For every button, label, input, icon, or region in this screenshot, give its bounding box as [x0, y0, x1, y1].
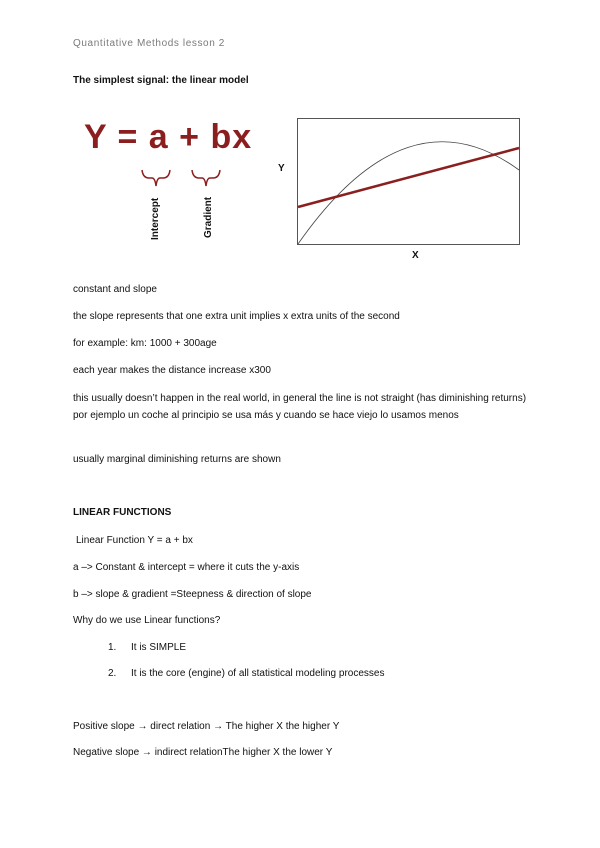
x-axis-label: X: [412, 250, 419, 261]
positive-slope-line: Positive slope → direct relation → The higher X the higher Y: [73, 721, 340, 732]
linear-functions-heading: LINEAR FUNCTIONS: [73, 507, 172, 518]
list-item-text: It is SIMPLE: [131, 642, 187, 653]
equation: Y = a + bx: [84, 118, 253, 156]
intercept-brace: [142, 170, 170, 186]
section-title: The simplest signal: the linear model: [73, 75, 249, 86]
paragraph-real-world: this usually doesn’t happen in the real world, in general the line is not straight (has diminishing returns) por ejemplo un coche al principio se usa más y cuando se hace viejo lo usamos menos: [73, 393, 527, 421]
list-item-text: It is the core (engine) of all statistical modeling processes: [131, 668, 385, 679]
linear-function-definition: Linear Function Y = a + bx: [76, 535, 193, 546]
linear-model-plot: [297, 118, 521, 246]
paragraph-slope-meaning: the slope represents that one extra unit implies x extra units of the second: [73, 311, 400, 322]
intercept-label: Intercept: [150, 197, 161, 240]
paragraph-distance: each year makes the distance increase x300: [73, 365, 271, 376]
list-item-number: 1.: [108, 642, 117, 653]
gradient-brace: [192, 170, 220, 186]
why-question: Why do we use Linear functions?: [73, 615, 221, 626]
negative-slope-line: Negative slope → indirect relationThe higher X the lower Y: [73, 747, 333, 758]
paragraph-diminishing: usually marginal diminishing returns are shown: [73, 454, 281, 465]
plot-frame: [298, 119, 520, 245]
equation-braces: [140, 168, 230, 190]
list-item-number: 2.: [108, 668, 117, 679]
document-header: Quantitative Methods lesson 2: [73, 38, 225, 49]
y-axis-label: Y: [278, 163, 285, 174]
slope-definition: b –> slope & gradient =Steepness & direction of slope: [73, 589, 312, 600]
gradient-label: Gradient: [203, 196, 214, 238]
paragraph-constant-slope: constant and slope: [73, 284, 157, 295]
constant-definition: a –> Constant & intercept = where it cuts the y-axis: [73, 562, 300, 573]
paragraph-example: for example: km: 1000 + 300age: [73, 338, 217, 349]
